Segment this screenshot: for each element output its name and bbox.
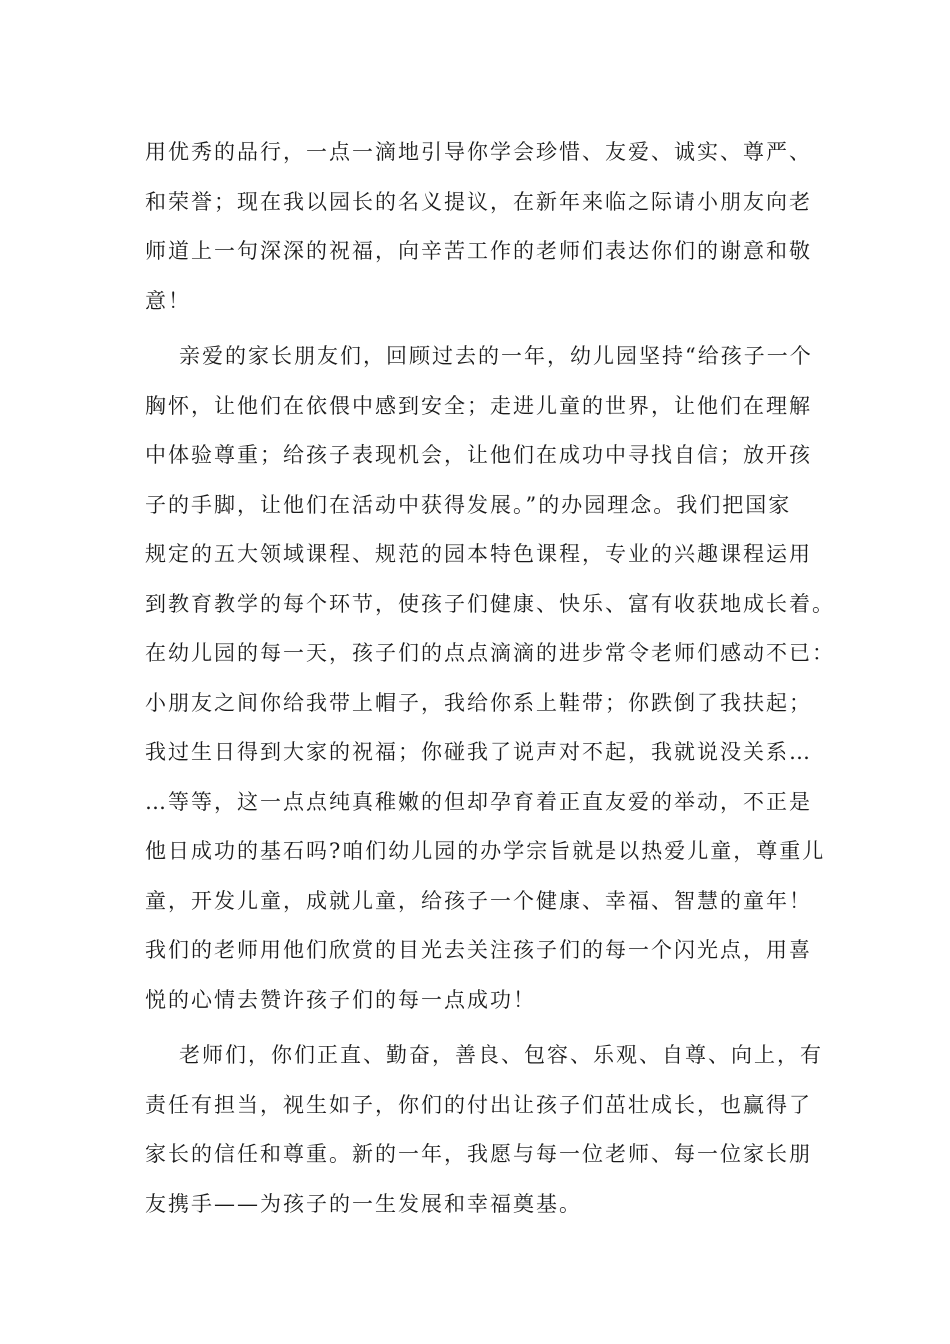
text-line: 子的手脚，让他们在活动中获得发展。”的办园理念。我们把国家 <box>145 492 792 517</box>
document-body <box>145 128 835 1229</box>
paragraph-3 <box>145 1031 823 1229</box>
text-line: 老师们，你们正直、勤奋，善良、包容、乐观、自尊、向上，有 <box>179 1043 823 1067</box>
text-line: 和荣誉；现在我以园长的名义提议，在新年来临之际请小朋友向老 <box>145 189 812 214</box>
text-line: 家长的信任和尊重。新的一年，我愿与每一位老师、每一位家长朋 <box>145 1142 812 1166</box>
text-line: …等等，这一点点纯真稚嫩的但却孕育着正直友爱的举动，不正是 <box>145 789 812 814</box>
text-line: 亲爱的家长朋友们，回顾过去的一年，幼儿园坚持“给孩子一个 <box>179 344 813 368</box>
text-line: 在幼儿园的每一天，孩子们的点点滴滴的进步常令老师们感动不已： <box>145 641 835 665</box>
text-line: 责任有担当，视生如子，你们的付出让孩子们茁壮成长，也赢得了 <box>145 1092 812 1117</box>
text-line: 用优秀的品行，一点一滴地引导你学会珍惜、友爱、诚实、尊严、 <box>145 140 812 164</box>
text-line: 意！ <box>145 288 191 313</box>
text-line: 悦的心情去赞许孩子们的每一点成功！ <box>145 987 536 1012</box>
text-line: 他日成功的基石吗?咱们幼儿园的办学宗旨就是以热爱儿童，尊重儿 <box>145 839 826 863</box>
text-line: 友携手——为孩子的一生发展和幸福奠基。 <box>145 1191 582 1216</box>
paragraph-1 <box>145 128 815 326</box>
text-line: 胸怀，让他们在依偎中感到安全；走进儿童的世界，让他们在理解 <box>145 393 812 418</box>
text-line: 小朋友之间你给我带上帽子，我给你系上鞋带；你跌倒了我扶起； <box>145 690 812 715</box>
text-line: 童，开发儿童，成就儿童，给孩子一个健康、幸福、智慧的童年！ <box>145 888 812 913</box>
text-line: 规定的五大领域课程、规范的园本特色课程，专业的兴趣课程运用 <box>145 542 812 566</box>
text-line: 到教育教学的每个环节，使孩子们健康、快乐、富有收获地成长着。 <box>145 591 835 616</box>
paragraph-2 <box>145 332 835 1025</box>
text-line: 我过生日得到大家的祝福；你碰我了说声对不起，我就说没关系… <box>145 740 812 764</box>
text-line: 我们的老师用他们欣赏的目光去关注孩子们的每一个闪光点，用喜 <box>145 938 812 962</box>
text-line: 中体验尊重；给孩子表现机会，让他们在成功中寻找自信；放开孩 <box>145 443 812 467</box>
text-line: 师道上一句深深的祝福，向辛苦工作的老师们表达你们的谢意和敬 <box>145 239 812 263</box>
